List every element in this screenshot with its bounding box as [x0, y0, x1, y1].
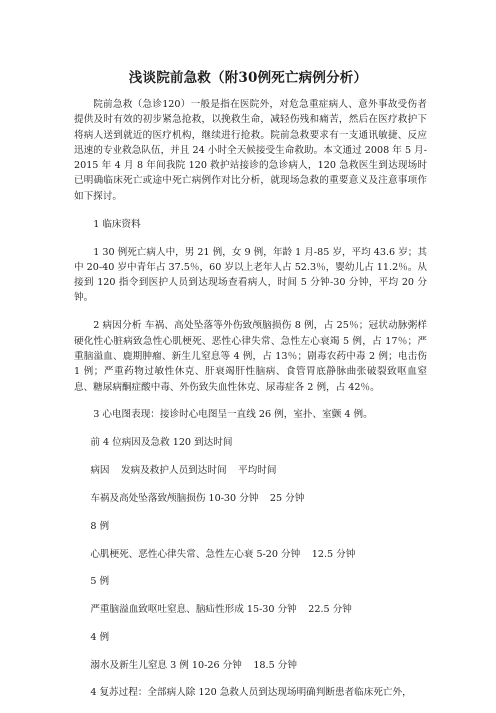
table-row-count: 5 例 [90, 576, 110, 588]
table-row [74, 491, 427, 506]
patient-summary-paragraph: 1 30 例死亡病人中，男 21 例，女 9 例，年龄 1 月-85 岁，平均 43.6 岁；其中 20-40 岁中青年占 37.5％，60 岁以上老年人占 52.3％，婴幼儿占 11.2％。从接到 120 指令到医护人员到达现场查看病人，时间 5 分钟-30 分钟，平均 20 分钟。 [74, 246, 427, 304]
cause-analysis-paragraph: 2 病因分析 车祸、高处坠落等外伤致颅脑损伤 8 例，占 25％；冠状动脉粥样硬化性心脏病致急性心肌梗死、恶性心律失常、急性左心衰竭 5 例，占 17％；严重脑溢血、鹿期肿瘤、新生儿窒息等 4 例，占 13％；剧毒农药中毒 2 例；电击伤 1 例；严重药物过敏性休克、肝衰竭肝性脑病、食管胃底静脉曲张破裂致呕血窒息、糖尿病酮症酸中毒、外伤致失血性休克、尿毒症各 2 例，占 42％。 [74, 320, 427, 393]
table-cell: 18.5 分钟 [253, 659, 297, 671]
table-header-average-time: 平均时间 [238, 465, 277, 477]
table-header-row [74, 463, 427, 478]
table-cell: 25 分钟 [269, 492, 305, 504]
table-row-count: 4 例 [90, 631, 110, 643]
table-row [74, 658, 427, 673]
table-cell: 溺水及新生儿窒息 3 例 10-26 分钟 [90, 659, 242, 671]
table-cell: 12.5 分钟 [311, 548, 356, 560]
table-header-arrival-time: 发病及救护人员到达时间 [121, 465, 227, 477]
page-title: 浅谈院前急救（附30例死亡病例分析） [128, 70, 368, 86]
table-row [74, 602, 427, 617]
table-cell: 严重脑溢血致呕吐窒息、脑疝性形成 15-30 分钟 [90, 604, 297, 616]
document-body [74, 97, 427, 713]
section-heading-clinical-data: 1 临床资料 [93, 218, 141, 230]
ecg-paragraph: 3 心电图表现：接诊时心电图呈一直线 26 例，室扑、室颤 4 例。 [93, 409, 373, 421]
intro-paragraph: 院前急救（急诊120）一般是指在医院外，对危急重症病人、意外事故受伤者提供及时有效的初步紧急抢救，以挽救生命，减轻伤残和痛苦，然后在医疗救护下将病人送到就近的医疗机构，继续进行抢救。院前急救要求有一支通讯敏捷、反应迅速的专业救急队伍，并且 24 小时全天候接受生命救助。本文通过 2008 年 5 月-2015 年 4 月 8 年间我院 120 救护站接诊的急诊病人，120 急救医生到达现场时已明确临床死亡或途中死亡病例作对比分析，就现场急救的重要意义及注意事项作如下探讨。 [74, 99, 427, 202]
table-cell: 心肌梗死、恶性心律失常、急性左心衰 5-20 分钟 [90, 548, 301, 560]
table-row-count: 8 例 [90, 520, 110, 532]
table-row [74, 547, 427, 562]
table-caption: 前 4 位病因及急救 120 到达时间 [90, 437, 233, 449]
resuscitation-paragraph: 4 复苏过程：全部病人除 120 急救人员到达现场明确判断患者临床死亡外， [90, 687, 412, 699]
table-cell: 车祸及高处坠落致颅脑损伤 10-30 分钟 [90, 492, 259, 504]
table-header-cause: 病因 [90, 465, 110, 477]
table-cell: 22.5 分钟 [308, 604, 352, 616]
